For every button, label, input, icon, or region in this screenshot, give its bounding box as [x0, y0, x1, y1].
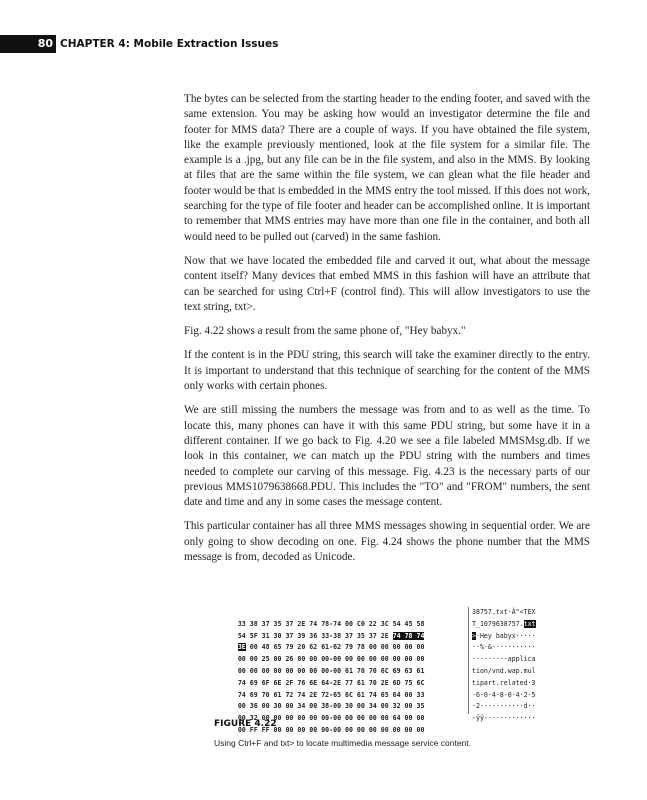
search-highlight: 3E: [237, 643, 246, 652]
ascii-row: ·········applica: [472, 655, 536, 664]
body-text: [184, 92, 590, 574]
paragraph: The bytes can be selected from the starting header to the ending footer, and saved with the same extension. You may be asking how would an investigator determine the file and footer for MMS data? There are a couple of ways. If you have obtained the file system, like the example previously mentioned, look at the file system for a similar file. The example is a .jpg, but any file can be in the file system, and also in the MMS. By looking at files that are the same within the file system, we can glean what the file header and footer would be that is embedded in the MMS entry the tool missed. If this does not work, searching for the type of file footer and header can be accomplished online. It is important to remember that MMS entries may have more than one file in the container, and both all would need to be pulled out (carved) in the same fashion.: [184, 93, 590, 243]
hex-bytes: 74 69 70 61 72 74 2E 72-65 6C 61 74 65 64 00 33: [237, 690, 425, 699]
figure-caption: Using Ctrl+F and txt> to locate multimedia message service content.: [214, 738, 472, 748]
hex-bytes: 00 32 00 00 00 00 00 00-00 00 00 00 00 64 00 00: [237, 714, 425, 723]
paragraph: We are still missing the numbers the message was from and to as well as the time. To locate this, many phones can have it with this same PDU string, but some have it in a different container. If we go back to Fig. 4.20 we see a file labeled MMSMsg.db. If we look in this container, we can match up the PDU string with the numbers and times needed to complete our carving of this message. Fig. 4.23 is the necessary parts of our previous MMS1079638668.PDU. This includes the "TO" and "FROM" numbers, the sent date and time and any in some cases the message content.: [184, 404, 590, 509]
figure-label: FIGURE 4.22: [214, 719, 277, 729]
hex-bytes: 54 5F 31 30 37 39 36 33-38 37 35 37 2E 74 78 74: [237, 631, 425, 640]
chapter-title: CHAPTER 4: Mobile Extraction Issues: [60, 38, 279, 50]
ascii-row: 38757.txt·À"<TEX: [472, 608, 536, 616]
search-highlight: 74 78 74: [392, 631, 425, 640]
page-header: [0, 35, 647, 53]
hex-bytes: 74 69 6F 6E 2F 76 6E 64-2E 77 61 70 2E 6D 75 6C: [237, 678, 425, 687]
hex-bytes: 33 38 37 35 37 2E 74 78-74 00 C0 22 3C 54 45 58: [237, 619, 425, 628]
paragraph: If the content is in the PDU string, this search will take the examiner directly to the entry. It is important to understand that this technique of searching for the content of the MMS only works with certain phones.: [184, 349, 590, 393]
ascii-row: ·ÿÿ·············: [472, 714, 536, 723]
ascii-row: ·6·0·4·8·0·4·2·5: [472, 690, 536, 699]
hex-bytes: 00 FF FF 00 00 00 00 00-00 00 00 00 00 00 00 00: [237, 725, 425, 734]
search-highlight: txt: [523, 619, 536, 628]
search-highlight: >: [472, 631, 476, 640]
hex-bytes: 00 36 00 30 00 34 00 38-00 30 00 34 00 32 00 35: [237, 702, 425, 711]
ascii-row: ··%·&···········: [472, 643, 536, 652]
paragraph: Fig. 4.22 shows a result from the same phone of, "Hey babyx.": [184, 325, 466, 338]
hex-bytes: 00 00 00 00 00 00 00 00-00 61 70 70 6C 69 63 61: [237, 666, 425, 675]
column-divider: [468, 607, 469, 714]
ascii-column: [472, 607, 564, 723]
ascii-row: >·Hey babyx·····: [472, 631, 536, 640]
ascii-row: tipart.related·3: [472, 678, 536, 687]
page-number: 80: [0, 35, 56, 53]
ascii-row: tion/vnd.wap.mul: [472, 666, 536, 675]
ascii-row: T_1079638757.txt: [472, 619, 536, 628]
hex-row: [214, 607, 466, 628]
ascii-row: ·2···········d··: [472, 702, 536, 711]
paragraph: This particular container has all three MMS messages showing in sequential order. We are only going to show decoding on one. Fig. 4.24 shows the phone number that the MMS message is from, decoded as Unicode.: [184, 520, 590, 564]
hex-bytes: 3E 00 48 65 79 20 62 61-62 79 78 00 00 00 00 00: [237, 643, 425, 652]
hex-bytes: 00 00 25 00 26 00 00 00-00 00 00 00 00 00 00 00: [237, 655, 425, 664]
paragraph: Now that we have located the embedded file and carved it out, what about the message content itself? Many devices that embed MMS in this fashion will have an attribute that can be searched for using Ctrl+F (control find). This will allow investigators to use the text string, txt>.: [184, 254, 590, 313]
